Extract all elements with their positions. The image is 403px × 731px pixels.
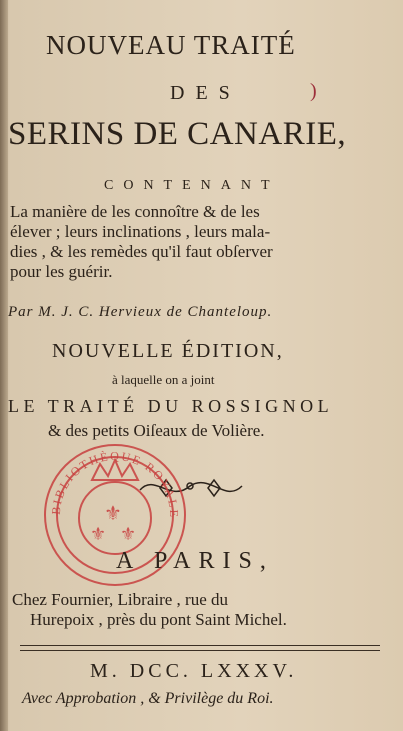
description-line: pour les guérir.	[10, 262, 113, 281]
description-line: dies , & les remèdes qu'il faut obſerver	[10, 242, 273, 261]
subtitle-oiseaux: & des petits Oiſeaux de Volière.	[48, 421, 265, 440]
svg-text:⚜: ⚜	[90, 524, 107, 544]
title-line-3: SERINS DE CANARIE,	[8, 116, 347, 152]
title-line-1: NOUVEAU TRAITÉ	[46, 30, 296, 60]
title-line-2: DES	[170, 82, 241, 104]
divider	[20, 650, 380, 651]
binding-edge	[0, 0, 8, 731]
joint-note: à laquelle on a joint	[112, 372, 215, 387]
edition: NOUVELLE ÉDITION,	[52, 340, 284, 362]
svg-text:⚜: ⚜	[104, 503, 122, 525]
description-line: La manière de les connoître & de les	[10, 202, 260, 221]
approbation: Avec Approbation , & Privilège du Roi.	[22, 690, 274, 707]
pencil-mark: )	[310, 80, 317, 102]
description-line: élever ; leurs inclinations , leurs mala-	[10, 222, 271, 241]
publication-date: M. DCC. LXXXV.	[90, 660, 298, 682]
place: A PARIS,	[116, 548, 274, 574]
stamp-text: BIBLIOTHÈQUE ROYALE	[48, 448, 182, 519]
contenant-label: CONTENANT	[104, 178, 280, 193]
publisher-line-2: Hurepoix , près du pont Saint Michel.	[30, 610, 287, 629]
subtitle-rossignol: LE TRAITÉ DU ROSSIGNOL	[8, 396, 334, 416]
author: Par M. J. C. Hervieux de Chanteloup.	[8, 304, 273, 320]
divider	[20, 645, 380, 646]
description	[10, 202, 382, 282]
publisher-line-1: Chez Fournier, Libraire , rue du	[12, 590, 228, 609]
svg-text:⚜: ⚜	[120, 524, 137, 544]
